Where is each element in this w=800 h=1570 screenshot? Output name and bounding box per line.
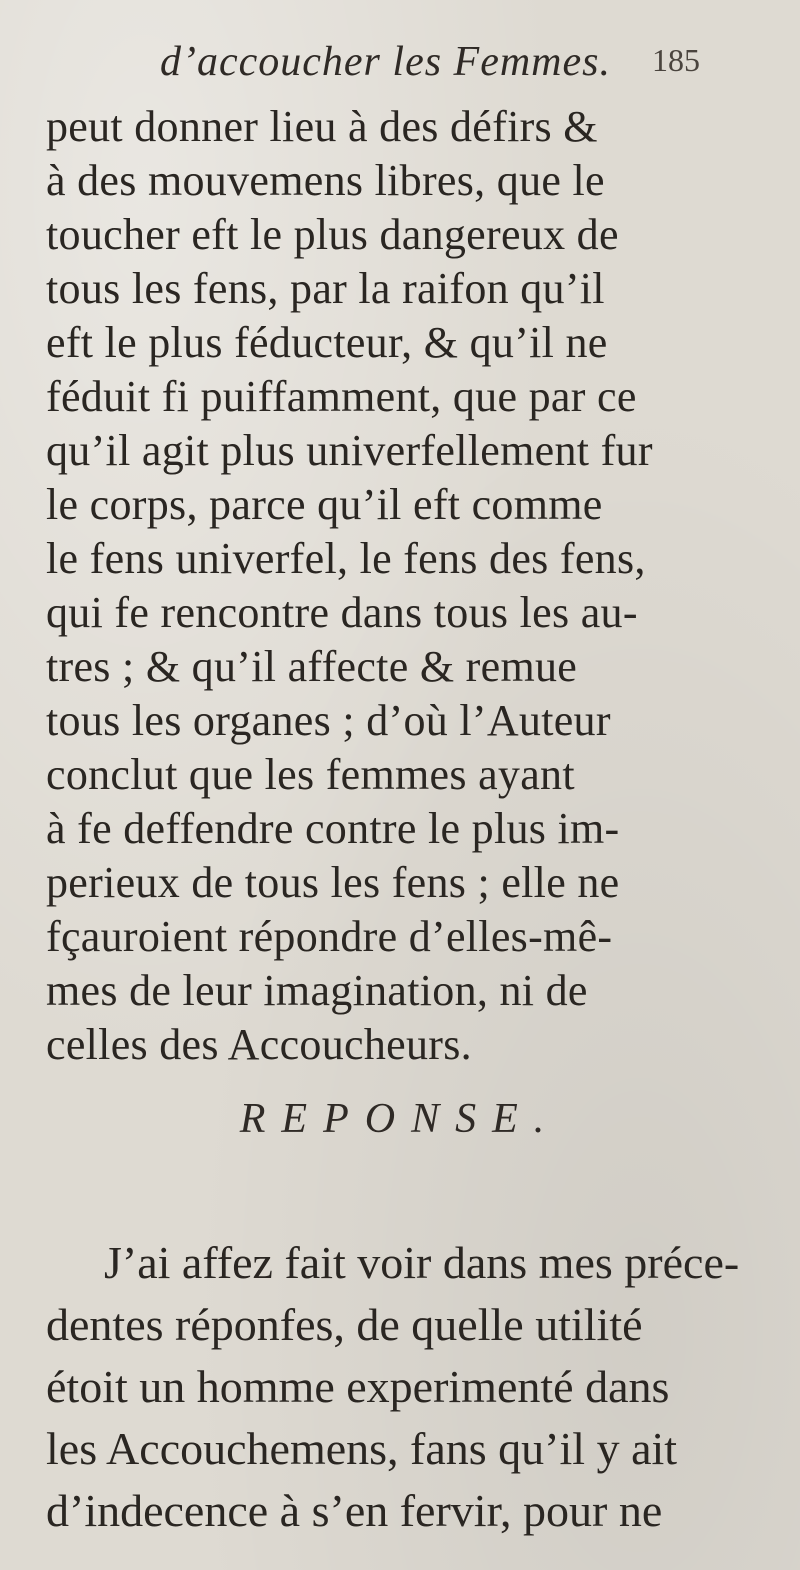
text-line: eft le plus féducteur, & qu’il ne: [46, 318, 608, 367]
text-line: celles des Accoucheurs.: [46, 1020, 472, 1069]
text-line: à des mouvemens libres, que le: [46, 156, 605, 205]
text-line: qu’il agit plus univerfellement fur: [46, 426, 653, 475]
text-line: tous les organes ; d’où l’Auteur: [46, 696, 611, 745]
text-line: toucher eft le plus dangereux de: [46, 210, 619, 259]
section-heading: REPONSE.: [239, 1096, 561, 1142]
running-title: d’accoucher les Femmes.: [160, 39, 611, 85]
text-line: fçauroient répondre d’elles-mê-: [46, 912, 613, 961]
text-line: dentes réponfes, de quelle utilité: [46, 1299, 643, 1350]
text-line: tres ; & qu’il affecte & remue: [46, 642, 578, 691]
text-line: à fe deffendre contre le plus im-: [46, 804, 620, 853]
text-line: féduit fi puiffamment, que par ce: [46, 372, 637, 421]
text-line: peut donner lieu à des défirs &: [46, 102, 598, 151]
text-line: d’indecence à s’en fervir, pour ne: [46, 1485, 663, 1536]
text-line: les Accouchemens, fans qu’il y ait: [46, 1423, 678, 1474]
text-line: perieux de tous les fens ; elle ne: [46, 858, 620, 907]
text-line: conclut que les femmes ayant: [46, 750, 575, 799]
text-line: mes de leur imagination, ni de: [46, 966, 588, 1015]
running-head: [0, 38, 800, 94]
text-line: étoit un homme experimenté dans: [46, 1361, 670, 1412]
page-number: 185: [652, 42, 700, 78]
text-line: qui fe rencontre dans tous les au-: [46, 588, 638, 637]
text-line: le fens univerfel, le fens des fens,: [46, 534, 646, 583]
text-line: tous les fens, par la raifon qu’il: [46, 264, 605, 313]
text-line: le corps, parce qu’il eft comme: [46, 480, 603, 529]
text-line: J’ai affez fait voir dans mes préce-: [104, 1237, 740, 1288]
